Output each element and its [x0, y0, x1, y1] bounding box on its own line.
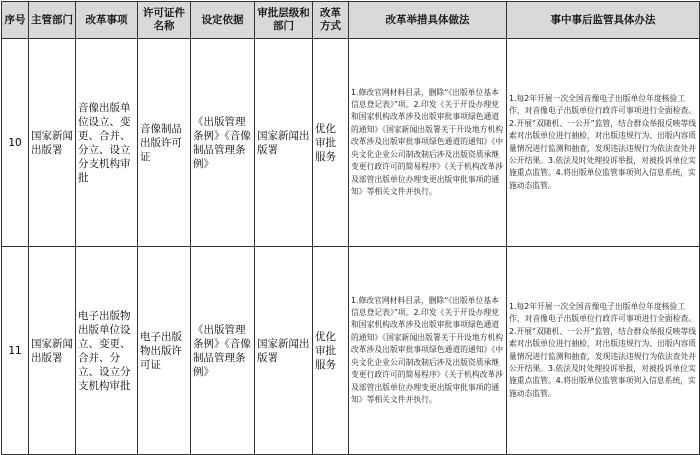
row-seq: 10	[2, 39, 29, 247]
row-measures: 1.修改官网材料目录，删除“《出版单位基本信息登记表》”项。2.印发《关于开设办理党和国家机构改革涉及出版审批事项绿色通道的通知》《国家新闻出版署关于开设地方机构改革涉及出版审批事项绿色通道的通知》《中央文化企业公司制改制后涉及出版资质承继变更行政许可的简易程序》《关于机构改革涉及部管出版单位办理变更出版审批事项的通知》等相关文件并执行。	[349, 39, 507, 247]
header-item: 改革事项	[76, 2, 138, 39]
row-seq: 11	[2, 247, 29, 455]
header-method: 改革方式	[313, 2, 349, 39]
header-supervision: 事中事后监管具体办法	[507, 2, 700, 39]
row-measures: 1.修改官网材料目录，删除“《出版单位基本信息登记表》”项。2.印发《关于开设办理党和国家机构改革涉及出版审批事项绿色通道的通知》《国家新闻出版署关于开设地方机构改革涉及出版审批事项绿色通道的通知》《中央文化企业公司制改制后涉及出版资质承继变更行政许可的简易程序》《关于机构改革涉及部管出版单位办理变更出版审批事项的通知》等相关文件并执行。	[349, 247, 507, 455]
header-seq: 序号	[2, 2, 29, 39]
table-row	[2, 39, 700, 247]
row-license: 音像制品出版许可证	[138, 39, 191, 247]
row-item: 音像出版单位设立、变更、合并、分立、设立分支机构审批	[76, 39, 138, 247]
header-license: 许可证件名称	[138, 2, 191, 39]
row-level: 国家新闻出版署	[255, 39, 313, 247]
header-basis: 设定依据	[191, 2, 255, 39]
row-level: 国家新闻出版署	[255, 247, 313, 455]
row-method: 优化审批服务	[313, 39, 349, 247]
header-row	[2, 2, 700, 39]
row-supervision: 1.每2年开展一次全国音像电子出版单位年度核验工作，对音像电子出版单位行政许可事项进行全面检查。2.开展“双随机、一公开”监管，结合群众举报反映等线索对出版单位进行抽检，对出版违规行为、出版内容质量情况进行监测和抽查，发现违法违规行为依法查处并公开结果。3.依法及时处理投诉举报，对被投诉单位实施重点监管。4.将出版单位监管事项列入信息系统，实施动态监管。	[507, 39, 700, 247]
table-row	[2, 247, 700, 455]
reform-table	[1, 1, 700, 455]
row-basis: 《出版管理条例》《音像制品管理条例》	[191, 247, 255, 455]
header-level: 审批层级和部门	[255, 2, 313, 39]
header-dept: 主管部门	[29, 2, 76, 39]
row-method: 优化审批服务	[313, 247, 349, 455]
row-item: 电子出版物出版单位设立、变更、合并、分立、设立分支机构审批	[76, 247, 138, 455]
row-basis: 《出版管理条例》《音像制品管理条例》	[191, 39, 255, 247]
row-supervision: 1.每2年开展一次全国音像电子出版单位年度核验工作，对音像电子出版单位行政许可事项进行全面检查。2.开展“双随机、一公开”监管，结合群众举报反映等线索对出版单位进行抽检，对出版违规行为、出版内容质量情况进行监测和抽查，发现违法违规行为依法查处并公开结果。3.依法及时处理投诉举报，对被投诉单位实施重点监管。4.将出版单位监管事项列入信息系统，实施动态监管。	[507, 247, 700, 455]
row-dept: 国家新闻出版署	[29, 39, 76, 247]
row-dept: 国家新闻出版署	[29, 247, 76, 455]
row-license: 电子出版物出版许可证	[138, 247, 191, 455]
header-measures: 改革举措具体做法	[349, 2, 507, 39]
